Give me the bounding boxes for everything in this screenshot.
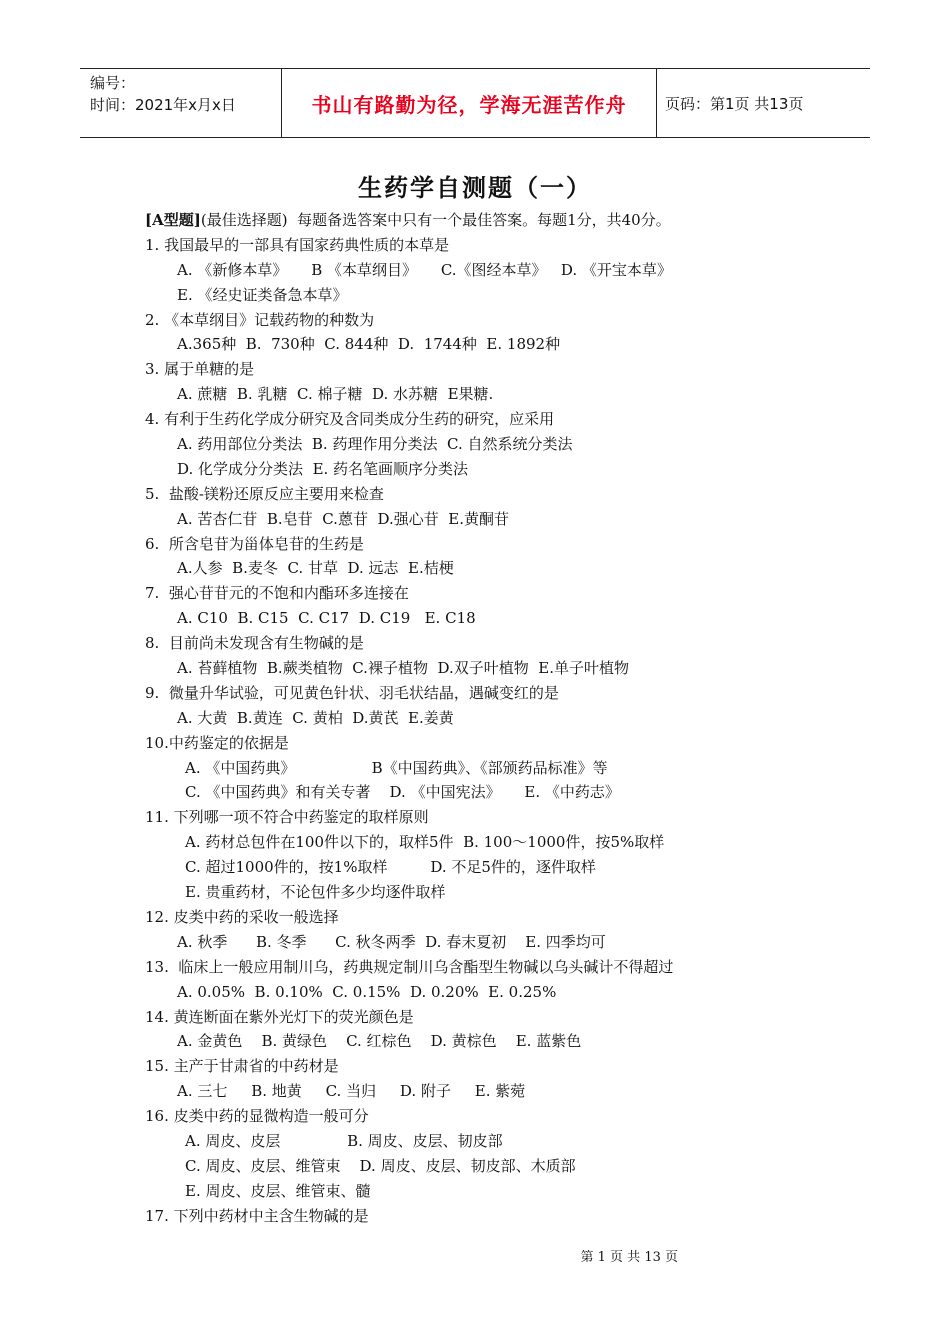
answer-options: A. 《中国药典》 B《中国药典》、《部颁药品标准》等 (185, 758, 608, 777)
question-stem: 12. 皮类中药的采收一般选择 (145, 907, 339, 926)
number-label: 编号： (90, 74, 136, 92)
answer-options: A. C10 B. C15 C. C17 D. C19 E. C18 (177, 609, 476, 628)
answer-options: A. 药材总包件在100件以下的，取样5件 B. 100～1000件，按5%取样 (185, 833, 665, 852)
question-stem: 9. 微量升华试验，可见黄色针状、羽毛状结晶，遇碱变红的是 (145, 683, 559, 702)
answer-options: C. 超过1000件的，按1%取样 D. 不足5件的，逐件取样 (185, 858, 596, 877)
question-stem: 7. 强心苷苷元的不饱和内酯环多连接在 (145, 584, 409, 603)
section-tag: [A型题] (145, 211, 201, 229)
question-stem: 14. 黄连断面在紫外光灯下的荧光颜色是 (145, 1007, 414, 1026)
question-stem: 6. 所含皂苷为甾体皂苷的生药是 (145, 534, 364, 553)
answer-options: A. 苔藓植物 B.蕨类植物 C.裸子植物 D.双子叶植物 E.单子叶植物 (177, 659, 629, 678)
question-stem: 5. 盐酸-镁粉还原反应主要用来检查 (145, 484, 384, 503)
question-stem: 2. 《本草纲目》记载药物的种数为 (145, 310, 375, 329)
question-stem: 1. 我国最早的一部具有国家药典性质的本草是 (145, 235, 450, 254)
answer-options: A. 周皮、皮层 B. 周皮、皮层、韧皮部 (185, 1131, 503, 1150)
answer-options: C. 《中国药典》和有关专著 D. 《中国宪法》 E. 《中药志》 (185, 783, 620, 802)
question-list (145, 208, 825, 1229)
question-stem: 17. 下列中药材中主含生物碱的是 (145, 1206, 369, 1225)
answer-options: E. 贵重药材，不论包件多少均逐件取样 (185, 883, 446, 902)
answer-options: E. 《经史证类备急本草》 (177, 285, 348, 304)
answer-options: E. 周皮、皮层、维管束、髓 (185, 1181, 371, 1200)
question-stem: 8. 目前尚未发现含有生物碱的是 (145, 634, 364, 653)
section-intro (145, 208, 825, 233)
question-stem: 13. 临床上一般应用制川乌，药典规定制川乌含酯型生物碱以乌头碱计不得超过 (145, 957, 674, 976)
answer-options: A. 蔗糖 B. 乳糖 C. 棉子糖 D. 水苏糖 E果糖. (177, 385, 494, 404)
answer-options: A. 金黄色 B. 黄绿色 C. 红棕色 D. 黄棕色 E. 蓝紫色 (177, 1032, 582, 1051)
question-stem: 3. 属于单糖的是 (145, 360, 255, 379)
answer-options: D. 化学成分分类法 E. 药名笔画顺序分类法 (177, 459, 469, 478)
question-stem: 15. 主产于甘肃省的中药材是 (145, 1057, 339, 1076)
answer-options: A. 药用部位分类法 B. 药理作用分类法 C. 自然系统分类法 (177, 435, 573, 454)
answer-options: A.365种 B. 730种 C. 844种 D. 1744种 E. 1892种 (177, 335, 561, 354)
page-info: 页码：第1页 共13页 (665, 94, 804, 113)
answer-options: A. 大黄 B.黄连 C. 黄柏 D.黄芪 E.姜黄 (177, 708, 454, 727)
page-footer: 第 1 页 共 13 页 (580, 1250, 678, 1265)
answer-options: A. 三七 B. 地黄 C. 当归 D. 附子 E. 紫菀 (177, 1082, 526, 1101)
header-left-cell (80, 69, 282, 137)
page-header (80, 68, 870, 138)
answer-options: A. 苦杏仁苷 B.皂苷 C.蒽苷 D.强心苷 E.黄酮苷 (177, 509, 509, 528)
question-stem: 10.中药鉴定的依据是 (145, 733, 289, 752)
motto: 书山有路勤为径，学海无涯苦作舟 (282, 69, 657, 137)
question-stem: 16. 皮类中药的显微构造一般可分 (145, 1107, 369, 1126)
time-label: 时间：2021年x月x日 (90, 96, 236, 114)
question-lines (145, 233, 825, 1229)
answer-options: A. 秋季 B. 冬季 C. 秋冬两季 D. 春末夏初 E. 四季均可 (177, 932, 606, 951)
question-stem: 4. 有利于生药化学成分研究及含同类成分生药的研究，应采用 (145, 410, 555, 429)
answer-options: A.人参 B.麦冬 C. 甘草 D. 远志 E.桔梗 (177, 559, 454, 578)
answer-options: A. 《新修本草》 B 《本草纲目》 C.《图经本草》 D. 《开宝本草》 (177, 260, 672, 279)
answer-options: A. 0.05% B. 0.10% C. 0.15% D. 0.20% E. 0.25% (177, 982, 557, 1001)
section-instructions: (最佳选择题) 每题备选答案中只有一个最佳答案。每题1分，共40分。 (200, 211, 671, 229)
document-title: 生药学自测题（一） (358, 174, 592, 202)
answer-options: C. 周皮、皮层、维管束 D. 周皮、皮层、韧皮部、木质部 (185, 1156, 576, 1175)
question-stem: 11. 下列哪一项不符合中药鉴定的取样原则 (145, 808, 429, 827)
